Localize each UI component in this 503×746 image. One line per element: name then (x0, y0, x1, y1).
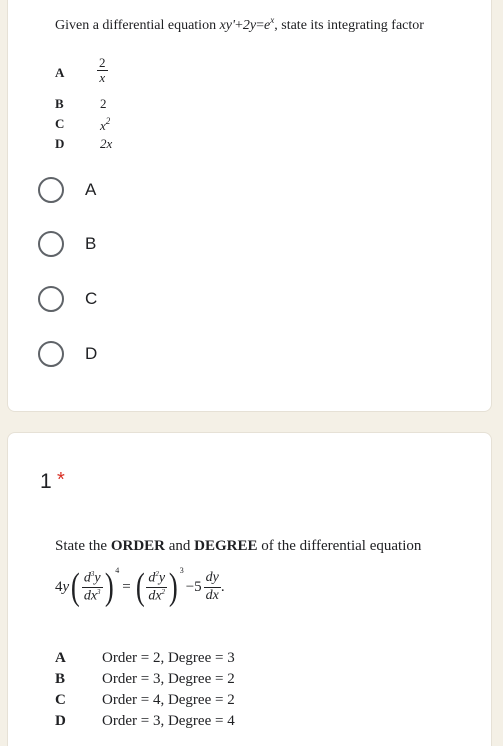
radio-choice-d[interactable] (38, 339, 218, 369)
option-d (55, 136, 175, 156)
question-number: 1 (40, 470, 52, 493)
option-exponent: 2 (105, 116, 111, 126)
option-letter: C (55, 692, 66, 708)
option-base: x (100, 118, 106, 133)
equation-2y: 2y (242, 18, 257, 33)
equation-equals: = (256, 18, 265, 33)
option-text: Order = 3, Degree = 4 (102, 713, 235, 729)
prompt-order: ORDER (110, 538, 165, 554)
option-value: 2x (100, 136, 113, 151)
radio-choice-c[interactable] (38, 284, 218, 314)
q1-option-d (55, 713, 315, 733)
equation-exponent: x (270, 15, 275, 25)
radio-circle[interactable] (38, 341, 64, 367)
option-letter: A (55, 65, 65, 80)
q1-option-b (55, 671, 315, 691)
option-letter: D (55, 136, 65, 151)
prompt-text-end: of the differential equation (261, 538, 422, 554)
option-letter: D (55, 713, 66, 729)
option-b (55, 96, 175, 116)
fraction-denominator: x (99, 70, 106, 86)
option-letter: B (55, 671, 66, 687)
radio-label: C (85, 289, 98, 308)
option-a (55, 55, 175, 96)
option-value: 2 (100, 96, 107, 111)
radio-label: A (85, 180, 97, 199)
radio-circle[interactable] (38, 177, 64, 203)
fraction-numerator: 2 (99, 55, 106, 70)
q1-option-c (55, 692, 315, 712)
prompt-and: and (168, 538, 191, 554)
option-letter: B (55, 96, 64, 111)
option-c (55, 116, 175, 136)
differential-equation: 4 y ( $\frac{d^3y}{dx^3}$ ) 4 = ( $\frac{d^2y}{dx^2}$ ) 3 −5 $\frac{dy}{dx}$ . (55, 566, 225, 608)
equation-xy: xy' (219, 18, 235, 33)
question-1-prompt (55, 538, 421, 555)
equation-plus: + (235, 18, 243, 33)
radio-choice-a[interactable] (38, 175, 218, 205)
required-asterisk: * (57, 469, 65, 491)
prompt-text-end: , state its integrating factor (274, 18, 424, 33)
radio-label: B (85, 234, 97, 253)
option-letter: A (55, 650, 66, 666)
question-prompt (55, 15, 424, 34)
option-text: Order = 3, Degree = 2 (102, 671, 235, 687)
radio-circle[interactable] (38, 286, 64, 312)
option-text: Order = 2, Degree = 3 (102, 650, 235, 666)
equation-e: e (264, 18, 271, 33)
option-text: Order = 4, Degree = 2 (102, 692, 235, 708)
option-letter: C (55, 116, 65, 131)
q1-option-a (55, 650, 315, 670)
prompt-text: State the (55, 538, 108, 554)
prompt-text: Given a differential equation (55, 18, 217, 33)
option-value (100, 116, 110, 134)
radio-choice-b[interactable] (38, 229, 218, 259)
fraction-2-over-x (97, 56, 108, 86)
prompt-degree: DEGREE (194, 538, 258, 554)
radio-label: D (85, 344, 98, 363)
radio-circle[interactable] (38, 231, 64, 257)
